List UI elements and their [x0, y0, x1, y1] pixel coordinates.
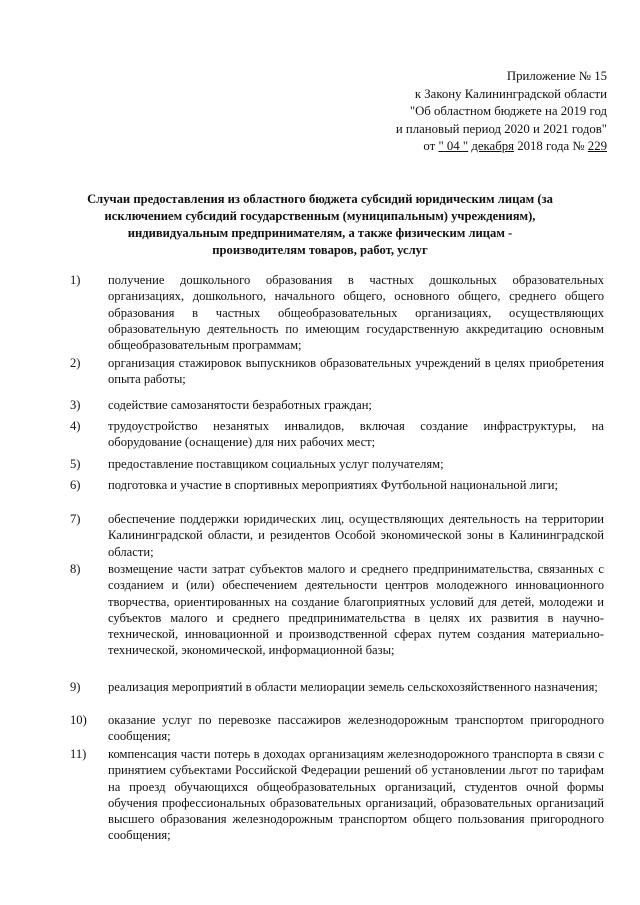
appendix-law-title-2: и плановый период 2020 и 2021 годов" — [395, 121, 607, 136]
list-item-text: реализация мероприятий в области мелиорации земель сельскохозяйственного назначения; — [108, 680, 598, 694]
appendix-date-line — [396, 138, 607, 156]
list-item-number: 4) — [70, 419, 81, 433]
date-year: 2018 года № — [514, 139, 588, 153]
list-item-text: оказание услуг по перевозке пассажиров железнодорожным транспортом пригородного сообщения; — [108, 713, 604, 744]
list-item-number: 7) — [70, 512, 81, 526]
list-item-number: 2) — [70, 356, 81, 370]
list-item-number: 9) — [70, 680, 81, 694]
list-item-number: 11) — [70, 747, 87, 761]
appendix-law-ref: к Закону Калининградской области — [414, 86, 607, 101]
list-item-text: обеспечение поддержки юридических лиц, осуществляющих деятельность на территории Калининградской области, и резидентов Особой экономической зоны в Калининградской области; — [108, 512, 604, 559]
appendix-number: Приложение № 15 — [506, 69, 607, 83]
appendix-header — [396, 68, 607, 156]
list-item-number: 6) — [70, 478, 81, 492]
list-item-text: получение дошкольного образования в частных дошкольных образовательных организациях, дошкольного, начального общего, основного общего, среднего общего образования в частных общеобразовательных организациях, осуществляющих образовательную деятельность по имеющим государственную аккредитацию основным общеобразовательным программам; — [108, 273, 604, 353]
appendix-law-title-1: "Об областном бюджете на 2019 год — [409, 104, 607, 118]
list-item-text: предоставление поставщиком социальных услуг получателям; — [108, 457, 444, 471]
document-title: Случаи предоставления из областного бюджета субсидий юридическим лицам (за исключением субсидий государственным (муниципальным) учреждениям), индивидуальным предпринимателям, а также физическим лицам - производителям товаров, работ, услуг — [87, 192, 553, 257]
list-item-number: 1) — [70, 273, 81, 287]
list-item-text: подготовка и участие в спортивных мероприятиях Футбольной национальной лиги; — [108, 478, 559, 492]
list-item-number: 10) — [70, 713, 87, 727]
list-item-text: возмещение части затрат субъектов малого и среднего предпринимательства, связанных с созданием и (или) обеспечением деятельности центров молодежного инновационного творчества, ориентированных на создание благоприятных условий для детей, молодежи и субъектов малого и среднего предпринимательства в целях их развития в научно-технической, инновационной и производственной сферах путем создания материально-технической, экономической, информационной базы; — [108, 562, 604, 658]
list-item-number: 3) — [70, 398, 81, 412]
list-item-number: 8) — [70, 562, 81, 576]
list-item-text: организация стажировок выпускников образовательных учреждений в целях приобретения опыта работы; — [108, 356, 604, 387]
date-prefix: от — [423, 139, 439, 153]
date-quote-open: " — [438, 139, 444, 153]
list-item-text: компенсация части потерь в доходах организациям железнодорожного транспорта в связи с принятием субъектами Российской Федерации решений об установлении льгот по тарифам на проезд обучающихся общеобразовательных организаций, студентов очной формы обучения профессиональных образовательных организаций, образовательных организаций высшего образования железнодорожным транспортом общего пользования пригородного сообщения; — [108, 747, 604, 843]
date-month: декабря — [471, 139, 515, 153]
date-day: 04 — [443, 139, 463, 153]
list-item-text: содействие самозанятости безработных граждан; — [108, 398, 372, 412]
list-item-text: трудоустройство незанятых инвалидов, включая создание инфраструктуры, на оборудование (оснащение) для них рабочих мест; — [108, 419, 604, 450]
date-quote-close: " — [462, 139, 469, 153]
law-number: 229 — [587, 139, 607, 153]
list-item-number: 5) — [70, 457, 81, 471]
